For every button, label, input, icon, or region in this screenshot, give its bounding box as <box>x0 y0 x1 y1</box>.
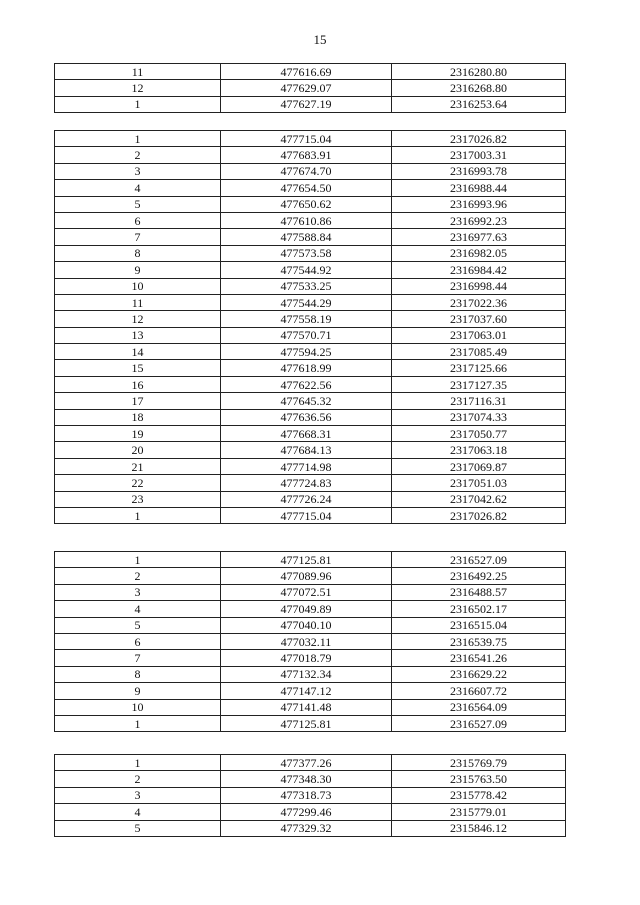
x-coordinate-cell: 477654.50 <box>221 180 392 196</box>
table-row <box>55 491 566 507</box>
x-coordinate-cell: 477645.32 <box>221 393 392 409</box>
y-coordinate-cell: 2316527.09 <box>392 715 566 731</box>
table-row <box>55 650 566 666</box>
x-coordinate-cell: 477683.91 <box>221 147 392 163</box>
point-number-cell: 20 <box>55 442 221 458</box>
point-number-cell: 2 <box>55 771 221 787</box>
y-coordinate-cell: 2316502.17 <box>392 601 566 617</box>
x-coordinate-cell: 477089.96 <box>221 568 392 584</box>
x-coordinate-cell: 477594.25 <box>221 344 392 360</box>
x-coordinate-cell: 477610.86 <box>221 212 392 228</box>
point-number-cell: 23 <box>55 491 221 507</box>
page-number: 15 <box>313 32 327 47</box>
table-row <box>55 715 566 731</box>
y-coordinate-cell: 2316988.44 <box>392 180 566 196</box>
x-coordinate-cell: 477726.24 <box>221 491 392 507</box>
point-number-cell: 1 <box>55 507 221 523</box>
y-coordinate-cell: 2316539.75 <box>392 633 566 649</box>
table-row <box>55 245 566 261</box>
table-row <box>55 131 566 147</box>
y-coordinate-cell: 2317116.31 <box>392 393 566 409</box>
point-number-cell: 1 <box>55 96 221 112</box>
x-coordinate-cell: 477544.29 <box>221 294 392 310</box>
y-coordinate-cell: 2316977.63 <box>392 229 566 245</box>
point-number-cell: 16 <box>55 376 221 392</box>
table-row <box>55 278 566 294</box>
x-coordinate-cell: 477715.04 <box>221 131 392 147</box>
table-row <box>55 633 566 649</box>
x-coordinate-cell: 477072.51 <box>221 584 392 600</box>
y-coordinate-cell: 2316993.96 <box>392 196 566 212</box>
y-coordinate-cell: 2316527.09 <box>392 552 566 568</box>
point-number-cell: 6 <box>55 212 221 228</box>
table-row <box>55 196 566 212</box>
x-coordinate-cell: 477627.19 <box>221 96 392 112</box>
y-coordinate-cell: 2317003.31 <box>392 147 566 163</box>
coordinates-table-3 <box>54 551 566 732</box>
point-number-cell: 17 <box>55 393 221 409</box>
x-coordinate-cell: 477329.32 <box>221 820 392 836</box>
y-coordinate-cell: 2317125.66 <box>392 360 566 376</box>
point-number-cell: 3 <box>55 163 221 179</box>
table-row <box>55 771 566 787</box>
table-row <box>55 294 566 310</box>
y-coordinate-cell: 2317063.01 <box>392 327 566 343</box>
table-row <box>55 163 566 179</box>
point-number-cell: 6 <box>55 633 221 649</box>
x-coordinate-cell: 477618.99 <box>221 360 392 376</box>
table-row <box>55 327 566 343</box>
x-coordinate-cell: 477650.62 <box>221 196 392 212</box>
point-number-cell: 18 <box>55 409 221 425</box>
point-number-cell: 4 <box>55 804 221 820</box>
point-number-cell: 7 <box>55 650 221 666</box>
table-row <box>55 426 566 442</box>
point-number-cell: 1 <box>55 715 221 731</box>
y-coordinate-cell: 2317037.60 <box>392 311 566 327</box>
table-body <box>55 552 566 732</box>
y-coordinate-cell: 2315846.12 <box>392 820 566 836</box>
point-number-cell: 5 <box>55 820 221 836</box>
x-coordinate-cell: 477629.07 <box>221 80 392 96</box>
table-row <box>55 584 566 600</box>
x-coordinate-cell: 477348.30 <box>221 771 392 787</box>
y-coordinate-cell: 2317074.33 <box>392 409 566 425</box>
x-coordinate-cell: 477032.11 <box>221 633 392 649</box>
y-coordinate-cell: 2316268.80 <box>392 80 566 96</box>
table-row <box>55 311 566 327</box>
x-coordinate-cell: 477715.04 <box>221 507 392 523</box>
y-coordinate-cell: 2317026.82 <box>392 507 566 523</box>
x-coordinate-cell: 477668.31 <box>221 426 392 442</box>
table-row <box>55 147 566 163</box>
y-coordinate-cell: 2316488.57 <box>392 584 566 600</box>
table-row <box>55 804 566 820</box>
y-coordinate-cell: 2316993.78 <box>392 163 566 179</box>
x-coordinate-cell: 477570.71 <box>221 327 392 343</box>
y-coordinate-cell: 2317022.36 <box>392 294 566 310</box>
table-body <box>55 64 566 113</box>
x-coordinate-cell: 477544.92 <box>221 262 392 278</box>
y-coordinate-cell: 2316984.42 <box>392 262 566 278</box>
point-number-cell: 19 <box>55 426 221 442</box>
table-row <box>55 393 566 409</box>
table-row <box>55 262 566 278</box>
point-number-cell: 8 <box>55 666 221 682</box>
x-coordinate-cell: 477573.58 <box>221 245 392 261</box>
x-coordinate-cell: 477125.81 <box>221 552 392 568</box>
point-number-cell: 11 <box>55 294 221 310</box>
y-coordinate-cell: 2316607.72 <box>392 683 566 699</box>
y-coordinate-cell: 2316253.64 <box>392 96 566 112</box>
table-row <box>55 212 566 228</box>
table-row <box>55 409 566 425</box>
point-number-cell: 1 <box>55 552 221 568</box>
table-row <box>55 458 566 474</box>
table-row <box>55 376 566 392</box>
x-coordinate-cell: 477132.34 <box>221 666 392 682</box>
point-number-cell: 5 <box>55 617 221 633</box>
table-row <box>55 552 566 568</box>
x-coordinate-cell: 477040.10 <box>221 617 392 633</box>
table-row <box>55 229 566 245</box>
point-number-cell: 7 <box>55 229 221 245</box>
table-row <box>55 568 566 584</box>
x-coordinate-cell: 477377.26 <box>221 755 392 771</box>
table-row <box>55 180 566 196</box>
y-coordinate-cell: 2315779.01 <box>392 804 566 820</box>
table-body <box>55 755 566 837</box>
x-coordinate-cell: 477684.13 <box>221 442 392 458</box>
y-coordinate-cell: 2315778.42 <box>392 787 566 803</box>
point-number-cell: 9 <box>55 262 221 278</box>
y-coordinate-cell: 2316629.22 <box>392 666 566 682</box>
point-number-cell: 15 <box>55 360 221 376</box>
y-coordinate-cell: 2316515.04 <box>392 617 566 633</box>
table-row <box>55 64 566 80</box>
y-coordinate-cell: 2316492.25 <box>392 568 566 584</box>
point-number-cell: 8 <box>55 245 221 261</box>
x-coordinate-cell: 477674.70 <box>221 163 392 179</box>
point-number-cell: 11 <box>55 64 221 80</box>
point-number-cell: 2 <box>55 147 221 163</box>
point-number-cell: 3 <box>55 787 221 803</box>
y-coordinate-cell: 2317127.35 <box>392 376 566 392</box>
point-number-cell: 4 <box>55 601 221 617</box>
point-number-cell: 2 <box>55 568 221 584</box>
table-row <box>55 442 566 458</box>
point-number-cell: 1 <box>55 755 221 771</box>
x-coordinate-cell: 477533.25 <box>221 278 392 294</box>
table-row <box>55 360 566 376</box>
point-number-cell: 10 <box>55 278 221 294</box>
x-coordinate-cell: 477018.79 <box>221 650 392 666</box>
y-coordinate-cell: 2316280.80 <box>392 64 566 80</box>
x-coordinate-cell: 477141.48 <box>221 699 392 715</box>
y-coordinate-cell: 2315763.50 <box>392 771 566 787</box>
point-number-cell: 22 <box>55 475 221 491</box>
x-coordinate-cell: 477588.84 <box>221 229 392 245</box>
x-coordinate-cell: 477558.19 <box>221 311 392 327</box>
x-coordinate-cell: 477616.69 <box>221 64 392 80</box>
y-coordinate-cell: 2315769.79 <box>392 755 566 771</box>
y-coordinate-cell: 2317026.82 <box>392 131 566 147</box>
table-row <box>55 820 566 836</box>
table-body <box>55 131 566 524</box>
coordinates-table-1 <box>54 63 566 113</box>
point-number-cell: 14 <box>55 344 221 360</box>
table-row <box>55 80 566 96</box>
point-number-cell: 9 <box>55 683 221 699</box>
y-coordinate-cell: 2316541.26 <box>392 650 566 666</box>
point-number-cell: 1 <box>55 131 221 147</box>
table-row <box>55 617 566 633</box>
x-coordinate-cell: 477714.98 <box>221 458 392 474</box>
y-coordinate-cell: 2317051.03 <box>392 475 566 491</box>
y-coordinate-cell: 2316564.09 <box>392 699 566 715</box>
x-coordinate-cell: 477049.89 <box>221 601 392 617</box>
x-coordinate-cell: 477299.46 <box>221 804 392 820</box>
y-coordinate-cell: 2317063.18 <box>392 442 566 458</box>
point-number-cell: 12 <box>55 311 221 327</box>
y-coordinate-cell: 2317050.77 <box>392 426 566 442</box>
x-coordinate-cell: 477125.81 <box>221 715 392 731</box>
point-number-cell: 5 <box>55 196 221 212</box>
y-coordinate-cell: 2316992.23 <box>392 212 566 228</box>
table-row <box>55 601 566 617</box>
x-coordinate-cell: 477147.12 <box>221 683 392 699</box>
y-coordinate-cell: 2316982.05 <box>392 245 566 261</box>
point-number-cell: 21 <box>55 458 221 474</box>
coordinates-table-2 <box>54 130 566 524</box>
y-coordinate-cell: 2317085.49 <box>392 344 566 360</box>
x-coordinate-cell: 477636.56 <box>221 409 392 425</box>
y-coordinate-cell: 2316998.44 <box>392 278 566 294</box>
table-row <box>55 683 566 699</box>
point-number-cell: 3 <box>55 584 221 600</box>
y-coordinate-cell: 2317069.87 <box>392 458 566 474</box>
table-row <box>55 755 566 771</box>
table-row <box>55 666 566 682</box>
point-number-cell: 4 <box>55 180 221 196</box>
table-row <box>55 96 566 112</box>
x-coordinate-cell: 477724.83 <box>221 475 392 491</box>
point-number-cell: 12 <box>55 80 221 96</box>
table-row <box>55 507 566 523</box>
table-row <box>55 699 566 715</box>
point-number-cell: 10 <box>55 699 221 715</box>
table-row <box>55 787 566 803</box>
table-row <box>55 344 566 360</box>
point-number-cell: 13 <box>55 327 221 343</box>
y-coordinate-cell: 2317042.62 <box>392 491 566 507</box>
table-row <box>55 475 566 491</box>
x-coordinate-cell: 477318.73 <box>221 787 392 803</box>
coordinates-table-4 <box>54 754 566 837</box>
x-coordinate-cell: 477622.56 <box>221 376 392 392</box>
